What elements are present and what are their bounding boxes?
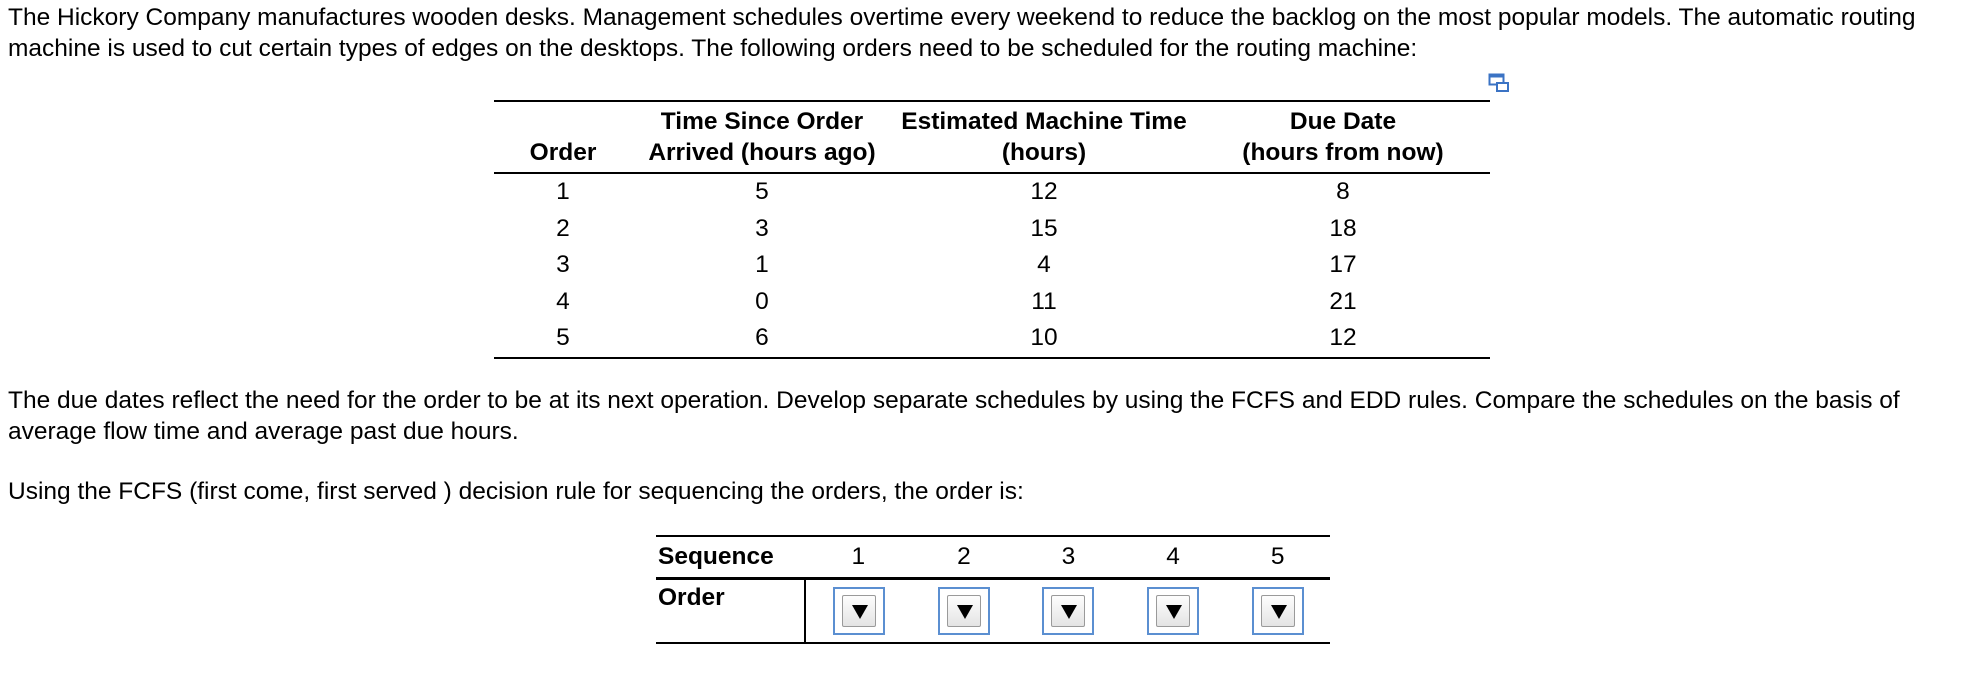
header-machine-time-line2: (hours) [1001, 139, 1087, 166]
order-dropdown-3[interactable] [1042, 587, 1094, 635]
header-due-date-line1: Due Date [1289, 108, 1397, 135]
cell-order: 3 [556, 251, 570, 279]
cell-due-date: 21 [1329, 287, 1357, 315]
cell-order: 1 [556, 178, 570, 206]
header-machine-time [892, 101, 1196, 173]
order-label: Order [656, 579, 805, 644]
orders-table-header [494, 101, 1490, 173]
cell-machine-time: 15 [1030, 214, 1058, 242]
sequence-position: 5 [1225, 536, 1330, 579]
order-dropdown-1[interactable] [833, 587, 885, 635]
table-row [494, 173, 1490, 211]
order-dropdown-4[interactable] [1147, 587, 1199, 635]
cell-due-date: 17 [1329, 251, 1357, 279]
cell-time-since: 3 [755, 214, 769, 242]
order-select-cell [805, 579, 912, 644]
cell-order: 4 [556, 287, 570, 315]
dropdown-arrow-icon[interactable] [1051, 595, 1085, 627]
header-order [494, 101, 632, 173]
order-dropdown-2[interactable] [938, 587, 990, 635]
table-row [494, 247, 1490, 284]
cell-machine-time: 11 [1031, 287, 1057, 315]
table-row [494, 320, 1490, 358]
table-row [494, 211, 1490, 248]
sequence-position: 2 [912, 536, 1017, 579]
sequence-header-row [656, 536, 1330, 579]
instructions-paragraph: The due dates reflect the need for the order to be at its next operation. Develop separate schedules by using the FCFS and EDD rules. Compare the schedules on the basis of average flow time and average past due hours. [8, 387, 1900, 445]
copy-table-icon[interactable] [1488, 73, 1510, 93]
cell-machine-time: 12 [1030, 178, 1058, 206]
cell-order: 5 [494, 320, 632, 358]
sequence-position: 4 [1121, 536, 1226, 579]
cell-time-since: 5 [755, 178, 769, 206]
order-select-cell [1016, 579, 1121, 644]
order-select-row [656, 579, 1330, 644]
dropdown-arrow-icon[interactable] [1156, 595, 1190, 627]
cell-time-since: 1 [755, 251, 769, 279]
cell-machine-time: 4 [1037, 251, 1051, 279]
fcfs-question: Using the FCFS (first come, first served ) decision rule for sequencing the orders, the order is: [8, 478, 1024, 505]
order-dropdown-5[interactable] [1252, 587, 1304, 635]
header-time-since-line2: Arrived (hours ago) [648, 139, 876, 166]
header-time-since-order [632, 101, 892, 173]
header-time-since-line1: Time Since Order [660, 108, 864, 135]
order-select-cell [912, 579, 1017, 644]
sequence-table [656, 535, 1330, 644]
dropdown-arrow-icon[interactable] [947, 595, 981, 627]
order-select-cell [1225, 579, 1330, 644]
sequence-label: Sequence [656, 536, 805, 579]
cell-order: 2 [556, 214, 570, 242]
cell-due-date: 12 [1196, 320, 1490, 358]
order-select-cell [1121, 579, 1226, 644]
header-order-line2: Order [529, 139, 597, 166]
dropdown-arrow-icon[interactable] [1261, 595, 1295, 627]
header-due-date-line2: (hours from now) [1242, 139, 1444, 166]
table-row [494, 284, 1490, 321]
cell-machine-time: 10 [892, 320, 1196, 358]
cell-due-date: 18 [1329, 214, 1357, 242]
orders-table [494, 100, 1490, 359]
intro-paragraph: The Hickory Company manufactures wooden desks. Management schedules overtime every weekend to reduce the backlog on the most popular models. The automatic routing machine is used to cut certain types of edges on the desktops. The following orders need to be scheduled for the routing machine: [8, 4, 1916, 62]
cell-time-since: 6 [632, 320, 892, 358]
header-machine-time-line1: Estimated Machine Time [901, 108, 1187, 135]
header-due-date [1196, 101, 1490, 173]
cell-due-date: 8 [1336, 178, 1350, 206]
dropdown-arrow-icon[interactable] [842, 595, 876, 627]
cell-time-since: 0 [755, 287, 769, 315]
sequence-position: 1 [805, 536, 912, 579]
sequence-position: 3 [1016, 536, 1121, 579]
